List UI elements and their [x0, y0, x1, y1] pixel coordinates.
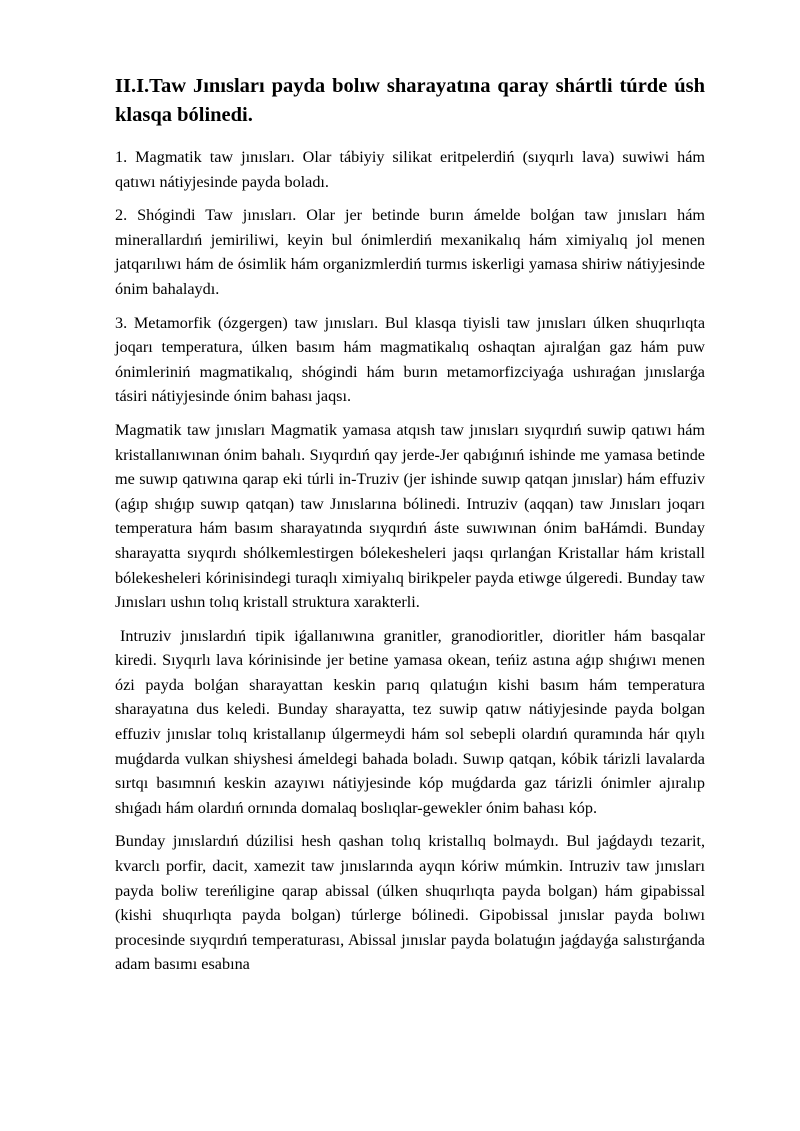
document-page — [115, 72, 705, 986]
paragraph-metamorphic-definition: 3. Metamorfik (ózgergen) taw jınısları. Bul klasqa tiyisli taw jınısları úlken shuqırlıqta joqarı temperatura, úlken basım hám magmatikalıq oshaqtan ajıralǵan gaz hám puw ónimleriniń magmatikalıq, shógindi hám burın metamorfizciyaǵa ushıraǵan jınıslarǵa tásiri nátiyjesinde ónim bahası jaqsı. — [115, 313, 705, 406]
paragraph-magmatic-rocks: Magmatik taw jınısları Magmatik yamasa atqısh taw jınısları sıyqırdıń suwip qatıwı hám kristallanıwınan ónim bahalı. Sıyqırdıń qay jerde-Jer qabıǵınıń ishinde me yamasa betinde me suwıp qatıwına qarap eki túrli in-Truziv (jer ishinde suwıp qatqan jınıslar) hám effuziv (aǵıp shıǵıp suwıp qatqan) taw Jınıslarına bólinedi. Intruziv (aqqan) taw Jınısları joqarı temperatura hám basım sharayatında sıyqırdıń áste suwıwınan ónim baHámdi. Bunday sharayatta sıyqırdı shólkemlestirgen bólekesheleri jaqsı qırlanǵan Kristallar hám kristall bólekesheleri kórinisindegi turaqlı ximiyalıq birikpeler payda etiwge úlgeredi. Bunday taw Jınısları ushın tolıq kristall struktura xarakterli. — [115, 420, 705, 612]
paragraph-sedimentary-definition: 2. Shógindi Taw jınısları. Olar jer betinde burın ámelde bolǵan taw jınısları hám minerallardıń jemiriliwi, keyin bul ónimlerdiń mexanikalıq hám ximiyalıq jol menen jatqarılıwı hám de ósimlik hám organizmlerdiń turmıs iskerligi yamasa shiriw nátiyjesinde ónim bahalaydı. — [115, 206, 705, 298]
paragraph-magmatic-definition: 1. Magmatik taw jınısları. Olar tábiyiy silikat eritpelerdiń (sıyqırlı lava) suwiwi hám qatıwı nátiyjesinde payda boladı. — [115, 148, 705, 191]
paragraph-rock-structure: Bunday jınıslardıń dúzilisi hesh qashan tolıq kristallıq bolmaydı. Bul jaǵdaydı tezarit, kvarclı porfir, dacit, xamezit taw jınıslarında ayqın kóriw múmkin. Intruziv taw jınısları payda boliw tereńligine qarap abissal (úlken shuqırlıqta payda bolgan) hám gipabissal (kishi shuqırlıqta payda bolgan) túrlerge bólinedi. Gipobissal jınıslar payda bolıwı procesinde sıyqırdıń temperaturası, Abissal jınıslar payda bolatuǵın jaǵdayǵa salıstırǵanda adam basımı esabına — [115, 832, 705, 974]
section-heading: II.I.Taw Jınısları payda bolıw sharayatına qaray shártli túrde úsh klasqa bólinedi. — [115, 75, 705, 126]
paragraph-intrusive-rocks: Intruziv jınıslardıń tipik iǵallanıwına granitler, granodioritler, dioritler hám basqalar kiredi. Sıyqırlı lava kórinisinde jer betine yamasa okean, teńiz astına aǵıp shıǵıwı menen ózi payda bolǵan sharayattan keskin parıq qılatuǵın kishi basım hám temperatura sharayatına dus keledi. Bunday sharayatta, tez suwip qatıw nátiyjesinde payda bolgan effuziv jınıslar tolıq kristallanıp úlgermeydi hám sol sebepli olardıń quramında hár qıylı muǵdarda vulkan shiyshesi ámeldegi bahada boladı. Suwıp qatqan, kóbik tárizli lavalarda sırtqı basımnıń keskin azayıwı nátiyjesinde kóp muǵdarda gaz tárizli ónimler ajıralıp shıǵadı hám olardıń ornında domalaq boslıqlar-gewekler ónim bahası kóp. — [115, 626, 705, 817]
